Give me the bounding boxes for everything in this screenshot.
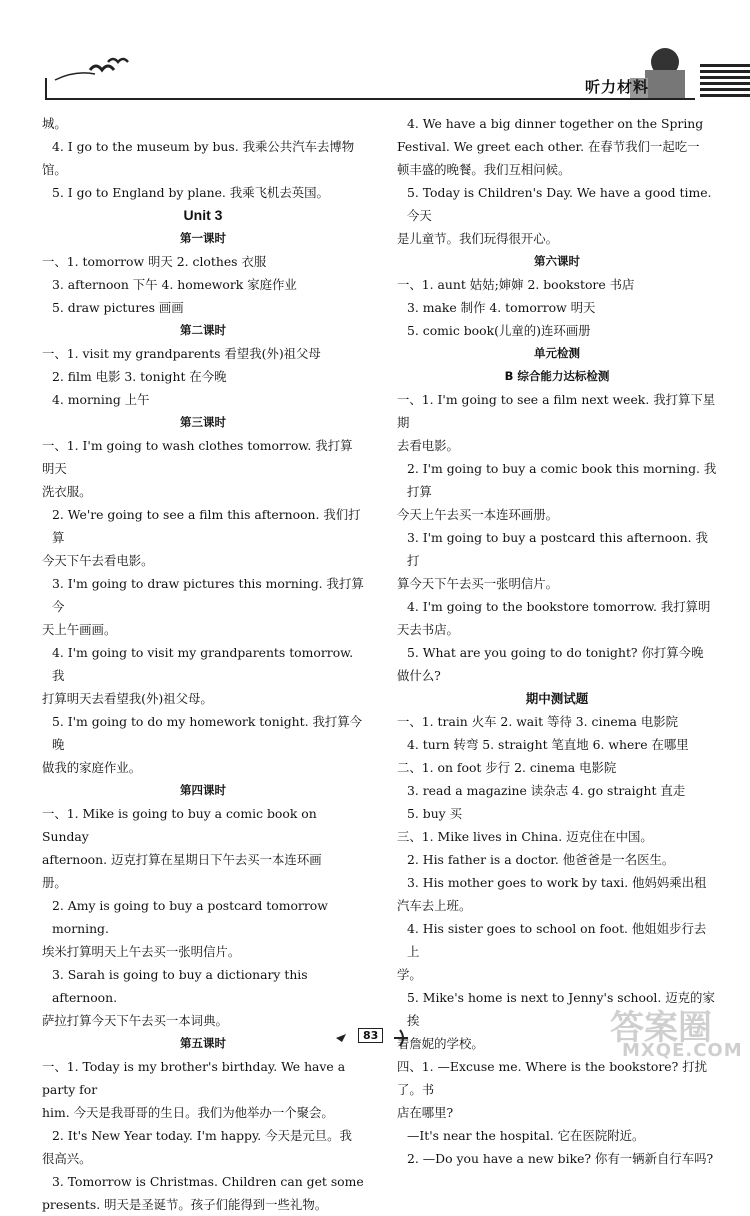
text-line: 4. His sister goes to school on foot. 他姐姐步行去上: [407, 921, 707, 959]
text-line: 学。: [397, 967, 422, 982]
section-heading: 第三课时: [180, 415, 226, 429]
text-line: 馆。: [42, 162, 67, 177]
text-line: 册。: [42, 875, 67, 890]
page-header: [0, 0, 750, 110]
text-line: 一、1. Today is my brother's birthday. We have a party for: [42, 1059, 346, 1097]
text-line: 5. draw pictures 画画: [52, 300, 184, 315]
text-line: 一、1. visit my grandparents 看望我(外)祖父母: [42, 346, 321, 361]
text-line: 一、1. tomorrow 明天 2. clothes 衣服: [42, 254, 267, 269]
section-heading: 第二课时: [180, 323, 226, 337]
text-line: 3. afternoon 下午 4. homework 家庭作业: [52, 277, 297, 292]
text-line: 5. What are you going to do tonight? 你打算今晚: [407, 645, 704, 660]
text-line: 一、1. I'm going to wash clothes tomorrow. 我打算明天: [42, 438, 353, 476]
text-line: 四、1. —Excuse me. Where is the bookstore? 打扰了。书: [397, 1059, 707, 1097]
left-column: [42, 112, 364, 1216]
text-line: 3. I'm going to draw pictures this morning. 我打算今: [52, 576, 364, 614]
text-line: 一、1. Mike is going to buy a comic book on Sunday: [42, 806, 317, 844]
text-line: 2. —Do you have a new bike? 你有一辆新自行车吗?: [407, 1151, 714, 1166]
watermark-text: 答案圈: [610, 1008, 712, 1048]
page-footer: [330, 1022, 420, 1052]
text-line: 着詹妮的学校。: [397, 1036, 484, 1051]
section-heading: 第一课时: [180, 231, 226, 245]
text-line: 是儿童节。我们玩得很开心。: [397, 231, 559, 246]
text-line: 3. His mother goes to work by taxi. 他妈妈乘出租: [407, 875, 707, 890]
text-line: 萨拉打算今天下午去买一本词典。: [42, 1013, 228, 1028]
text-line: 2. It's New Year today. I'm happy. 今天是元旦。我: [52, 1128, 352, 1143]
text-line: 2. We're going to see a film this afternoon. 我们打算: [52, 507, 361, 545]
text-line: 一、1. I'm going to see a film next week. 我打算下星期: [397, 392, 716, 430]
text-line: 算今天下午去买一张明信片。: [397, 576, 559, 591]
page-title: 听力材料: [585, 78, 650, 96]
text-line: 天上午画画。: [42, 622, 117, 637]
text-line: —It's near the hospital. 它在医院附近。: [407, 1128, 645, 1143]
text-line: 顿丰盛的晚餐。我们互相问候。: [397, 162, 571, 177]
text-line: 去看电影。: [397, 438, 459, 453]
text-line: 5. comic book(儿童的)连环画册: [407, 323, 591, 338]
header-rule: [45, 98, 695, 100]
text-line: 今天上午去买一本连环画册。: [397, 507, 559, 522]
text-line: Festival. We greet each other. 在春节我们一起吃一: [397, 139, 700, 154]
section-heading: B 综合能力达标检测: [504, 369, 610, 383]
section-heading: 第四课时: [180, 783, 226, 797]
text-line: him. 今天是我哥哥的生日。我们为他举办一个聚会。: [42, 1105, 334, 1120]
text-line: 很高兴。: [42, 1151, 92, 1166]
text-line: 2. Amy is going to buy a postcard tomorrow morning.: [52, 898, 328, 936]
text-line: 4. morning 上午: [52, 392, 150, 407]
text-line: 埃米打算明天上午去买一张明信片。: [42, 944, 241, 959]
text-line: 4. I'm going to visit my grandparents tomorrow. 我: [52, 645, 354, 683]
text-line: 一、1. train 火车 2. wait 等待 3. cinema 电影院: [397, 714, 679, 729]
text-line: 5. Today is Children's Day. We have a good time. 今天: [407, 185, 712, 223]
text-line: 打算明天去看望我(外)祖父母。: [42, 691, 213, 706]
text-line: 做什么?: [397, 668, 441, 683]
text-line: 天去书店。: [397, 622, 459, 637]
text-line: 5. I'm going to do my homework tonight. 我打算今晚: [52, 714, 363, 752]
section-heading: 第五课时: [180, 1036, 226, 1050]
watermark: [600, 1000, 750, 1063]
text-line: 5. buy 买: [407, 806, 463, 821]
text-line: 4. We have a big dinner together on the Spring: [407, 116, 704, 131]
birds-icon: [50, 52, 170, 102]
text-line: 3. Tomorrow is Christmas. Children can get some: [52, 1174, 364, 1189]
section-heading: 期中测试题: [525, 691, 589, 706]
text-line: 3. read a magazine 读杂志 4. go straight 直走: [407, 783, 686, 798]
text-line: 3. Sarah is going to buy a dictionary this afternoon.: [52, 967, 308, 1005]
text-line: 2. His father is a doctor. 他爸爸是一名医生。: [407, 852, 675, 867]
text-line: 城。: [42, 116, 67, 131]
section-heading: 单元检测: [534, 346, 580, 360]
text-line: 3. I'm going to buy a postcard this afternoon. 我打: [407, 530, 708, 568]
text-line: 汽车去上班。: [397, 898, 472, 913]
page-number: 83: [358, 1028, 383, 1043]
text-line: 店在哪里?: [397, 1105, 454, 1120]
text-line: 2. I'm going to buy a comic book this morning. 我打算: [407, 461, 717, 499]
text-line: presents. 明天是圣诞节。孩子们能得到一些礼物。: [42, 1197, 328, 1212]
text-line: 4. I go to the museum by bus. 我乘公共汽车去博物: [52, 139, 355, 154]
text-line: 3. make 制作 4. tomorrow 明天: [407, 300, 596, 315]
text-line: 5. Mike's home is next to Jenny's school. 迈克的家挨: [407, 990, 715, 1028]
watermark-url: MXQE.COM: [622, 1040, 743, 1061]
unit-heading: Unit 3: [183, 207, 223, 223]
text-line: 4. I'm going to the bookstore tomorrow. 我打算明: [407, 599, 711, 614]
text-line: 一、1. aunt 姑姑;婶婶 2. bookstore 书店: [397, 277, 635, 292]
header-divider: [45, 78, 47, 100]
text-line: afternoon. 迈克打算在星期日下午去买一本连环画: [42, 852, 322, 867]
section-heading: 第六课时: [534, 254, 580, 268]
text-line: 5. I go to England by plane. 我乘飞机去英国。: [52, 185, 329, 200]
text-line: 做我的家庭作业。: [42, 760, 142, 775]
text-line: 洗衣服。: [42, 484, 92, 499]
text-line: 今天下午去看电影。: [42, 553, 154, 568]
text-line: 二、1. on foot 步行 2. cinema 电影院: [397, 760, 617, 775]
text-line: 三、1. Mike lives in China. 迈克住在中国。: [397, 829, 653, 844]
text-line: 4. turn 转弯 5. straight 笔直地 6. where 在哪里: [407, 737, 689, 752]
header-stripes: [700, 64, 750, 100]
text-line: 2. film 电影 3. tonight 在今晚: [52, 369, 227, 384]
